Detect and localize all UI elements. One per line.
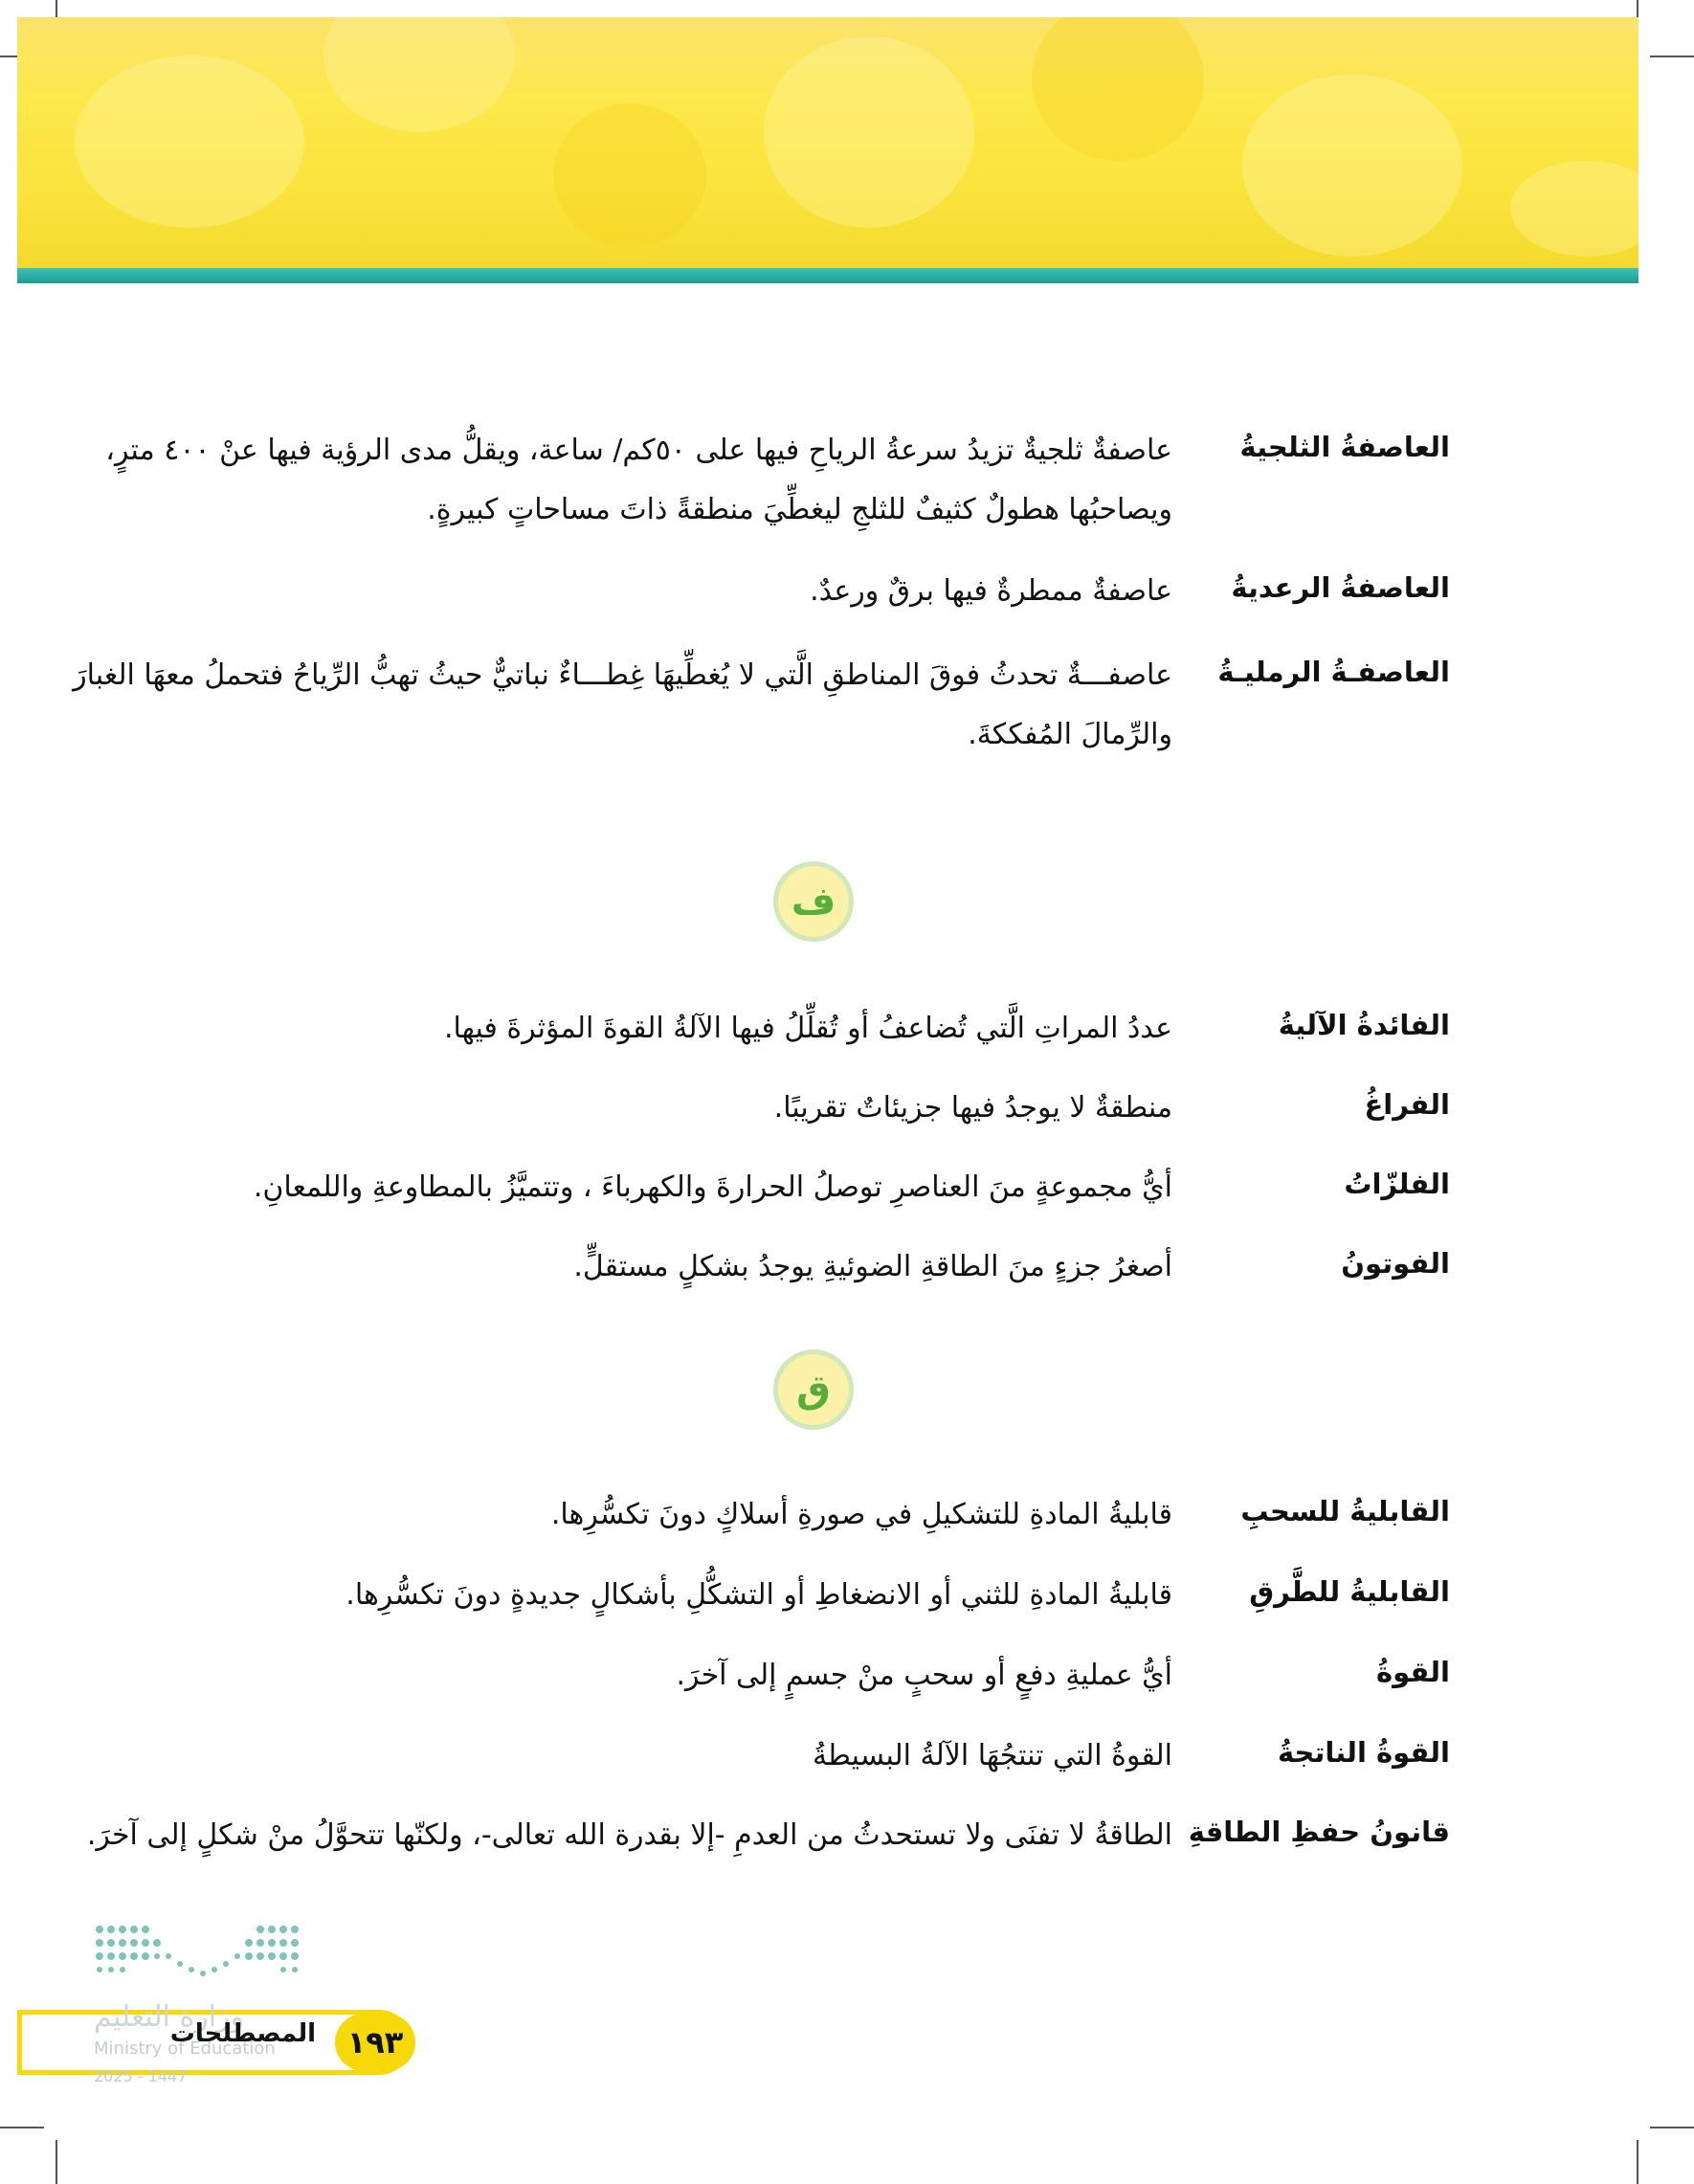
glossary-entry <box>81 1727 1450 1786</box>
glossary-entry <box>81 421 1450 546</box>
entry-term: الفائدةُ الآليةُ <box>1278 1009 1450 1041</box>
footer-section-title: المصطلحات <box>169 2019 316 2048</box>
crop-mark <box>56 2140 57 2184</box>
crop-mark <box>1637 2140 1638 2184</box>
entry-definition: عاصفةٌ ثلجيةٌ تزيدُ سرعةُ الرياحِ فيها على ٥٠كم/ ساعة، ويقلُّ مدى الرؤية فيها عنْ ٤٠٠ مترٍ، ويصاحبُها هطولٌ كثيفٌ للثلجِ ليغطِّيَ منطقةً ذاتَ مساحاتٍ كبيرةٍ. <box>105 434 1172 526</box>
header-stripe <box>17 268 1638 283</box>
entry-term: قانونُ حفظِ الطاقةِ <box>1188 1816 1450 1848</box>
entry-term: الفوتونُ <box>1341 1247 1450 1280</box>
entry-definition: منطقةٌ لا يوجدُ فيها جزيئاتٌ تقريبًا. <box>773 1091 1172 1125</box>
header-banner <box>17 17 1638 268</box>
entry-definition: أصغرُ جزءٍ منَ الطاقةِ الضوئيةِ يوجدُ بشكلٍ مستقلٍّ. <box>573 1250 1172 1283</box>
entry-definition: القوةُ التي تنتجُهَا الآلةُ البسيطةُ <box>812 1739 1172 1772</box>
page-number: ١٩٣ <box>339 2016 412 2069</box>
entry-definition: أيُّ مجموعةٍ منَ العناصرِ توصلُ الحرارةَ والكهرباءَ ، وتتميَّزُ بالمطاوعةِ واللمعانِ. <box>253 1170 1172 1204</box>
ministry-name-arabic: وزارة التعليم <box>94 2000 245 2034</box>
glossary-entry <box>81 1806 1450 1930</box>
entry-term: القوةُ <box>1375 1656 1450 1688</box>
entry-term: العاصفةُ الرعديةُ <box>1231 571 1450 604</box>
glossary-entry <box>81 999 1450 1059</box>
letter-heading <box>773 1349 854 1430</box>
glossary-entry <box>81 1237 1450 1297</box>
entry-term: القابليةُ للسحبِ <box>1240 1495 1450 1527</box>
crop-mark <box>1650 56 1694 57</box>
glossary-entry <box>81 1158 1450 1217</box>
letter-heading-text: ق <box>796 1368 831 1412</box>
entry-definition: عددُ المراتِ الَّتي تُضاعفُ أو تُقلِّلُ فيها الآلةُ القوةَ المؤثرةَ فيها. <box>443 1012 1172 1045</box>
glossary-entry <box>81 1646 1450 1705</box>
entry-definition: عاصفةٌ ممطرةٌ فيها برقٌ ورعدٌ. <box>810 574 1172 608</box>
glossary-entry <box>81 1566 1450 1625</box>
ministry-year: 2025 - 1447 <box>94 2067 188 2085</box>
entry-term: القوةُ الناتجةُ <box>1277 1736 1450 1769</box>
entry-term: الفراغُ <box>1364 1088 1450 1121</box>
ministry-name-english: Ministry of Education <box>94 2039 276 2059</box>
entry-term: الفلزّاتُ <box>1344 1168 1450 1200</box>
entry-definition: أيُّ عمليةِ دفعٍ أو سحبٍ منْ جسمٍ إلى آخرَ. <box>676 1659 1172 1692</box>
entry-term: العاصفـةُ الرمليـةُ <box>1217 656 1450 688</box>
entry-definition: قابليةُ المادةِ للتشكيلِ في صورةِ أسلاكٍ دونَ تكسُّرِها. <box>550 1498 1172 1531</box>
crop-mark <box>1650 2127 1694 2128</box>
entry-definition: الطاقةُ لا تفنَى ولا تستحدثُ من العدمِ -إلا بقدرة الله تعالى-، ولكنّها تتحوَّلُ منْ شكلٍ إلى آخرَ. <box>86 1818 1172 1852</box>
entry-term: القابليةُ للطَّرقِ <box>1249 1575 1450 1608</box>
entry-definition: عاصفـــةٌ تحدثُ فوقَ المناطقِ الَّتي لا يُغطِّيهَا غِطـــاءٌ نباتيٌّ حيثُ تهبُّ الرِّياحُ فتحملُ معهَا الغبارَ والرِّمالَ المُفككةَ. <box>73 658 1172 751</box>
glossary-entry <box>81 1485 1450 1545</box>
letter-heading-text: ف <box>791 880 836 924</box>
glossary-entry <box>81 562 1450 621</box>
crop-mark <box>0 2127 44 2128</box>
entry-term: العاصفةُ الثلجيةُ <box>1239 431 1450 463</box>
ministry-logo-icon <box>94 1922 302 1989</box>
glossary-entry <box>81 1079 1450 1138</box>
letter-heading <box>773 861 854 942</box>
entry-definition: قابليةُ المادةِ للثني أو الانضغاطِ أو التشكُّلِ بأشكالٍ جديدةٍ دونَ تكسُّرِها. <box>345 1578 1172 1612</box>
glossary-entry <box>73 646 1450 770</box>
